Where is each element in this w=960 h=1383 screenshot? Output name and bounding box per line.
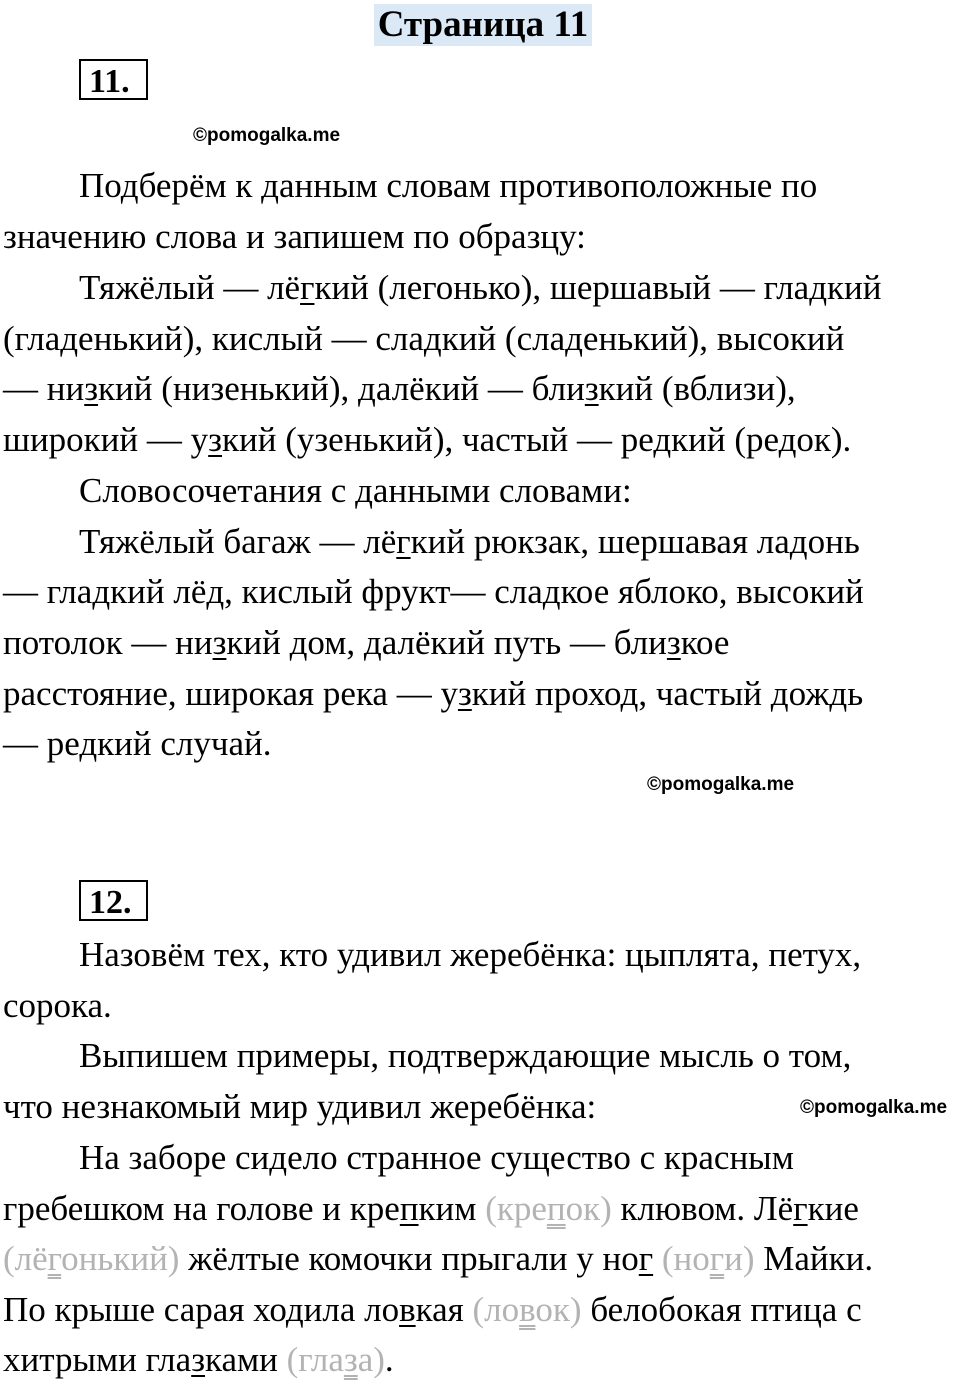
text-line: [3, 319, 844, 359]
page-title: Страница 11: [374, 4, 592, 46]
hint-text: ок): [565, 1189, 612, 1228]
hint-underlined-letter: г: [709, 1239, 725, 1278]
text-line: [3, 1290, 862, 1330]
text-line: [3, 572, 864, 612]
hint-text: (ло: [472, 1290, 520, 1329]
text: кий проход, частый дождь: [471, 674, 864, 713]
hint-text: (гла: [286, 1340, 344, 1379]
text: кий лёд, кислый фрукт— сла: [110, 572, 543, 611]
text: кий дом, далёкий путь — бли: [226, 623, 667, 662]
text: белобокая птица с: [581, 1290, 862, 1329]
text: кий (низенький), далёкий — бли: [98, 369, 585, 408]
text: Тяжёлый багаж — лё: [79, 522, 397, 561]
text-line: [3, 369, 796, 409]
text: (гладенький), кислый — сла: [3, 319, 424, 358]
hint-text: ок): [535, 1290, 582, 1329]
text-line: [3, 1340, 394, 1380]
text: кий случай.: [97, 724, 272, 763]
text: Назовём тех, кто удивил жеребёнка: цыплята, петух,: [79, 935, 862, 974]
hint-text: а): [357, 1340, 385, 1379]
text-line: [3, 1189, 859, 1229]
text: кий (узенький), частый — ре: [221, 420, 654, 459]
text: кая: [415, 1290, 473, 1329]
underlined-letter: г: [396, 522, 411, 561]
text: клювом. Лё: [611, 1189, 794, 1228]
text-line: [79, 522, 860, 562]
text: кий рюкзак, шершавая ладонь: [410, 522, 860, 561]
text: ками: [205, 1340, 287, 1379]
watermark: ©pomogalka.me: [647, 774, 795, 795]
hint-text: и): [724, 1239, 755, 1278]
hint-underlined-letter: в: [519, 1290, 536, 1329]
text-line: [79, 471, 632, 511]
underlined-letter: д: [809, 268, 828, 307]
text: что незнакомый мир удивил жеребёнка:: [3, 1087, 597, 1126]
text: кое: [680, 623, 730, 662]
text: жёлтые комочки прыгали у но: [179, 1239, 639, 1278]
text: Тяжёлый — лё: [79, 268, 301, 307]
text: кое яблоко, высокий: [560, 572, 864, 611]
underlined-letter: з: [584, 369, 599, 408]
text-line: [79, 1138, 794, 1178]
text-line: [79, 1036, 851, 1076]
text: гребешком на голове и кре: [3, 1189, 400, 1228]
hint-underlined-letter: г: [47, 1239, 62, 1278]
text-line: [3, 420, 851, 460]
text: кий: [827, 268, 882, 307]
underlined-letter: з: [212, 623, 227, 662]
text-line: [3, 674, 863, 714]
text: расстояние, широкая река — у: [3, 674, 458, 713]
text: [653, 1239, 662, 1278]
underlined-letter: з: [457, 674, 472, 713]
text: кий (вблизи),: [598, 369, 796, 408]
underlined-letter: д: [653, 420, 672, 459]
text-line: [79, 935, 861, 975]
text: широкий — у: [3, 420, 209, 459]
text: Выпишем примеры, подтверждающие мысль о том,: [79, 1036, 852, 1075]
text: кий (сладенький), высокий: [441, 319, 845, 358]
text: Словосочетания с данными словами:: [79, 471, 632, 510]
underlined-letter: з: [191, 1340, 206, 1379]
underlined-letter: г: [300, 268, 315, 307]
text: Подберём к данным словам противоположные по: [79, 166, 818, 205]
underlined-letter: д: [542, 572, 561, 611]
hint-text: (но: [661, 1239, 710, 1278]
text-line: [79, 268, 881, 308]
text-line: [3, 623, 729, 663]
watermark: ©pomogalka.me: [800, 1097, 948, 1118]
underlined-letter: г: [638, 1239, 654, 1278]
text: кий (легонько), шершавый — гла: [314, 268, 810, 307]
hint-text: (кре: [485, 1189, 547, 1228]
text-line: [3, 1087, 596, 1127]
text: .: [384, 1340, 394, 1379]
text: кие: [807, 1189, 859, 1228]
underlined-letter: в: [399, 1290, 416, 1329]
task-number-11: 11.: [79, 59, 148, 100]
underlined-letter: з: [666, 623, 681, 662]
underlined-letter: п: [399, 1189, 419, 1228]
text: потолок — ни: [3, 623, 213, 662]
underlined-letter: д: [423, 319, 442, 358]
watermark: ©pomogalka.me: [193, 125, 341, 146]
underlined-letter: з: [208, 420, 222, 459]
text-line: [3, 217, 586, 257]
underlined-letter: д: [92, 572, 111, 611]
underlined-letter: з: [84, 369, 99, 408]
text: — ре: [3, 724, 80, 763]
text-line: [3, 724, 271, 764]
text: По крыше сарая ходила ло: [3, 1290, 400, 1329]
underlined-letter: д: [79, 724, 98, 763]
hint-underlined-letter: п: [546, 1189, 566, 1228]
text: Майки.: [754, 1239, 874, 1278]
text: кий (редок).: [671, 420, 852, 459]
text: хитрыми гла: [3, 1340, 192, 1379]
hint-text: онький): [61, 1239, 180, 1278]
text: значению слова и запишем по образцу:: [3, 217, 586, 256]
hint-text: (лё: [3, 1239, 48, 1278]
task-number-12: 12.: [79, 880, 148, 921]
underlined-letter: г: [793, 1189, 808, 1228]
text: ким: [418, 1189, 486, 1228]
text-line: [3, 1239, 873, 1279]
text-line: [3, 986, 112, 1026]
text: На заборе сидело странное существо с красным: [79, 1138, 794, 1177]
text: — ни: [3, 369, 85, 408]
text-line: [79, 166, 817, 206]
text: сорока.: [3, 986, 112, 1025]
hint-underlined-letter: з: [343, 1340, 358, 1379]
text: — гла: [3, 572, 93, 611]
